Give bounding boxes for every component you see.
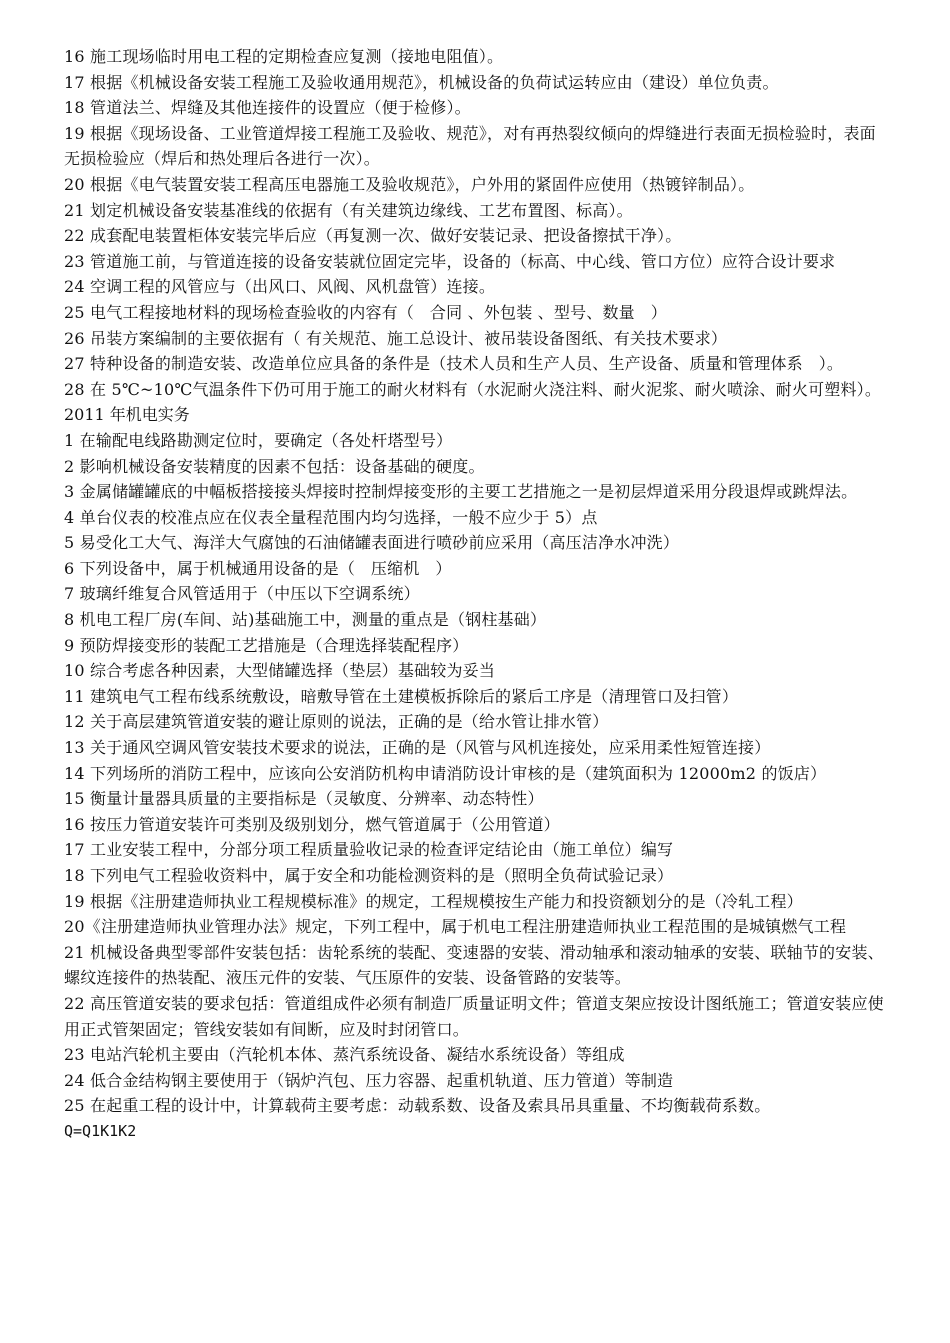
formula-line: Q=Q1K1K2 <box>64 1121 137 1140</box>
question-item: 20《注册建造师执业管理办法》规定，下列工程中，属于机电工程注册建造师执业工程范围的是城镇燃气工程 <box>64 917 847 937</box>
question-item: 24 空调工程的风管应与（出风口、风阀、风机盘管）连接。 <box>64 277 496 297</box>
question-item: 23 电站汽轮机主要由（汽轮机本体、蒸汽系统设备、凝结水系统设备）等组成 <box>64 1045 625 1065</box>
question-item: 17 工业安装工程中，分部分项工程质量验收记录的检查评定结论由（施工单位）编写 <box>64 840 674 860</box>
question-item: 8 机电工程厂房(车间、站)基础施工中，测量的重点是（钢柱基础） <box>64 610 547 630</box>
question-item: 17 根据《机械设备安装工程施工及验收通用规范》，机械设备的负荷试运转应由（建设）单位负责。 <box>64 72 779 92</box>
question-item: 26 吊装方案编制的主要依据有（ 有关规范、施工总设计、被吊装设备图纸、有关技术要求） <box>64 328 728 348</box>
question-item: 21 机械设备典型零部件安装包括：齿轮系统的装配、变速器的安装、滑动轴承和滚动轴承的安装、联轴节的安装、螺纹连接件的热装配、液压元件的安装、气压原件的安装、设备管路的安装等。 <box>64 942 884 988</box>
section-heading: 2011 年机电实务 <box>64 405 190 425</box>
question-item: 19 根据《现场设备、工业管道焊接工程施工及验收、规范》，对有再热裂纹倾向的焊缝进行表面无损检验时，表面无损检验应（焊后和热处理后各进行一次）。 <box>64 123 876 169</box>
question-item: 6 下列设备中，属于机械通用设备的是（ 压缩机 ） <box>64 558 452 578</box>
question-item: 25 在起重工程的设计中，计算载荷主要考虑：动载系数、设备及索具吊具重量、不均衡载荷系数。 <box>64 1096 771 1116</box>
question-item: 11 建筑电气工程布线系统敷设，暗敷导管在土建模板拆除后的紧后工序是（清理管口及扫管） <box>64 686 739 706</box>
question-item: 27 特种设备的制造安装、改造单位应具备的条件是（技术人员和生产人员、生产设备、质量和管理体系 ）。 <box>64 354 844 374</box>
question-item: 1 在输配电线路勘测定位时，要确定（各处杆塔型号） <box>64 430 453 450</box>
question-list-section-b <box>64 428 890 1119</box>
question-item: 20 根据《电气装置安装工程高压电器施工及验收规范》，户外用的紧固件应使用（热镀锌制品）。 <box>64 174 755 194</box>
question-item: 14 下列场所的消防工程中，应该向公安消防机构申请消防设计审核的是（建筑面积为 12000m2 的饭店） <box>64 763 827 783</box>
question-list-section-a <box>64 44 890 402</box>
question-item: 4 单台仪表的校准点应在仪表全量程范围内均匀选择，一般不应少于 5）点 <box>64 507 598 527</box>
question-item: 18 下列电气工程验收资料中，属于安全和功能检测资料的是（照明全负荷试验记录） <box>64 866 674 885</box>
question-item: 16 施工现场临时用电工程的定期检查应复测（接地电阻值）。 <box>64 47 504 66</box>
question-item: 2 影响机械设备安装精度的因素不包括：设备基础的硬度。 <box>64 456 485 476</box>
question-item: 24 低合金结构钢主要使用于（锅炉汽包、压力容器、起重机轨道、压力管道）等制造 <box>64 1070 674 1090</box>
question-item: 5 易受化工大气、海洋大气腐蚀的石油储罐表面进行喷砂前应采用（高压洁净水冲洗） <box>64 533 680 553</box>
question-item: 25 电气工程接地材料的现场检查验收的内容有（ 合同 、外包装 、型号、数量 ） <box>64 302 667 322</box>
question-item: 23 管道施工前，与管道连接的设备安装就位固定完毕，设备的（标高、中心线、管口方位）应符合设计要求 <box>64 251 836 271</box>
question-item: 7 玻璃纤维复合风管适用于（中压以下空调系统） <box>64 584 420 604</box>
question-item: 18 管道法兰、焊缝及其他连接件的设置应（便于检修）。 <box>64 98 471 118</box>
question-item: 15 衡量计量器具质量的主要指标是（灵敏度、分辨率、动态特性） <box>64 789 544 809</box>
question-item: 12 关于高层建筑管道安装的避让原则的说法，正确的是（给水管让排水管） <box>64 712 609 732</box>
question-item: 10 综合考虑各种因素，大型储罐选择（垫层）基础较为妥当 <box>64 661 496 681</box>
question-item: 22 高压管道安装的要求包括：管道组成件必须有制造厂质量证明文件；管道支架应按设计图纸施工；管道安装应使用正式管架固定；管线安装如有间断，应及时封闭管口。 <box>64 993 884 1039</box>
question-item: 22 成套配电装置柜体安装完毕后应（再复测一次、做好安装记录、把设备擦拭干净）。 <box>64 226 682 246</box>
document-page <box>64 44 890 1145</box>
question-item: 3 金属储罐罐底的中幅板搭接接头焊接时控制焊接变形的主要工艺措施之一是初层焊道采用分段退焊或跳焊法。 <box>64 482 858 502</box>
question-item: 19 根据《注册建造师执业工程规模标准》的规定，工程规模按生产能力和投资额划分的是（冷轧工程） <box>64 891 803 911</box>
question-item: 28 在 5℃~10℃气温条件下仍可用于施工的耐火材料有（水泥耐火浇注料、耐火泥浆、耐火喷涂、耐火可塑料）。 <box>64 379 882 399</box>
question-item: 16 按压力管道安装许可类别及级别划分，燃气管道属于（公用管道） <box>64 814 560 834</box>
question-item: 9 预防焊接变形的装配工艺措施是（合理选择装配程序） <box>64 635 469 655</box>
question-item: 21 划定机械设备安装基准线的依据有（有关建筑边缘线、工艺布置图、标高）。 <box>64 200 633 220</box>
question-item: 13 关于通风空调风管安装技术要求的说法，正确的是（风管与风机连接处，应采用柔性短管连接） <box>64 738 771 758</box>
